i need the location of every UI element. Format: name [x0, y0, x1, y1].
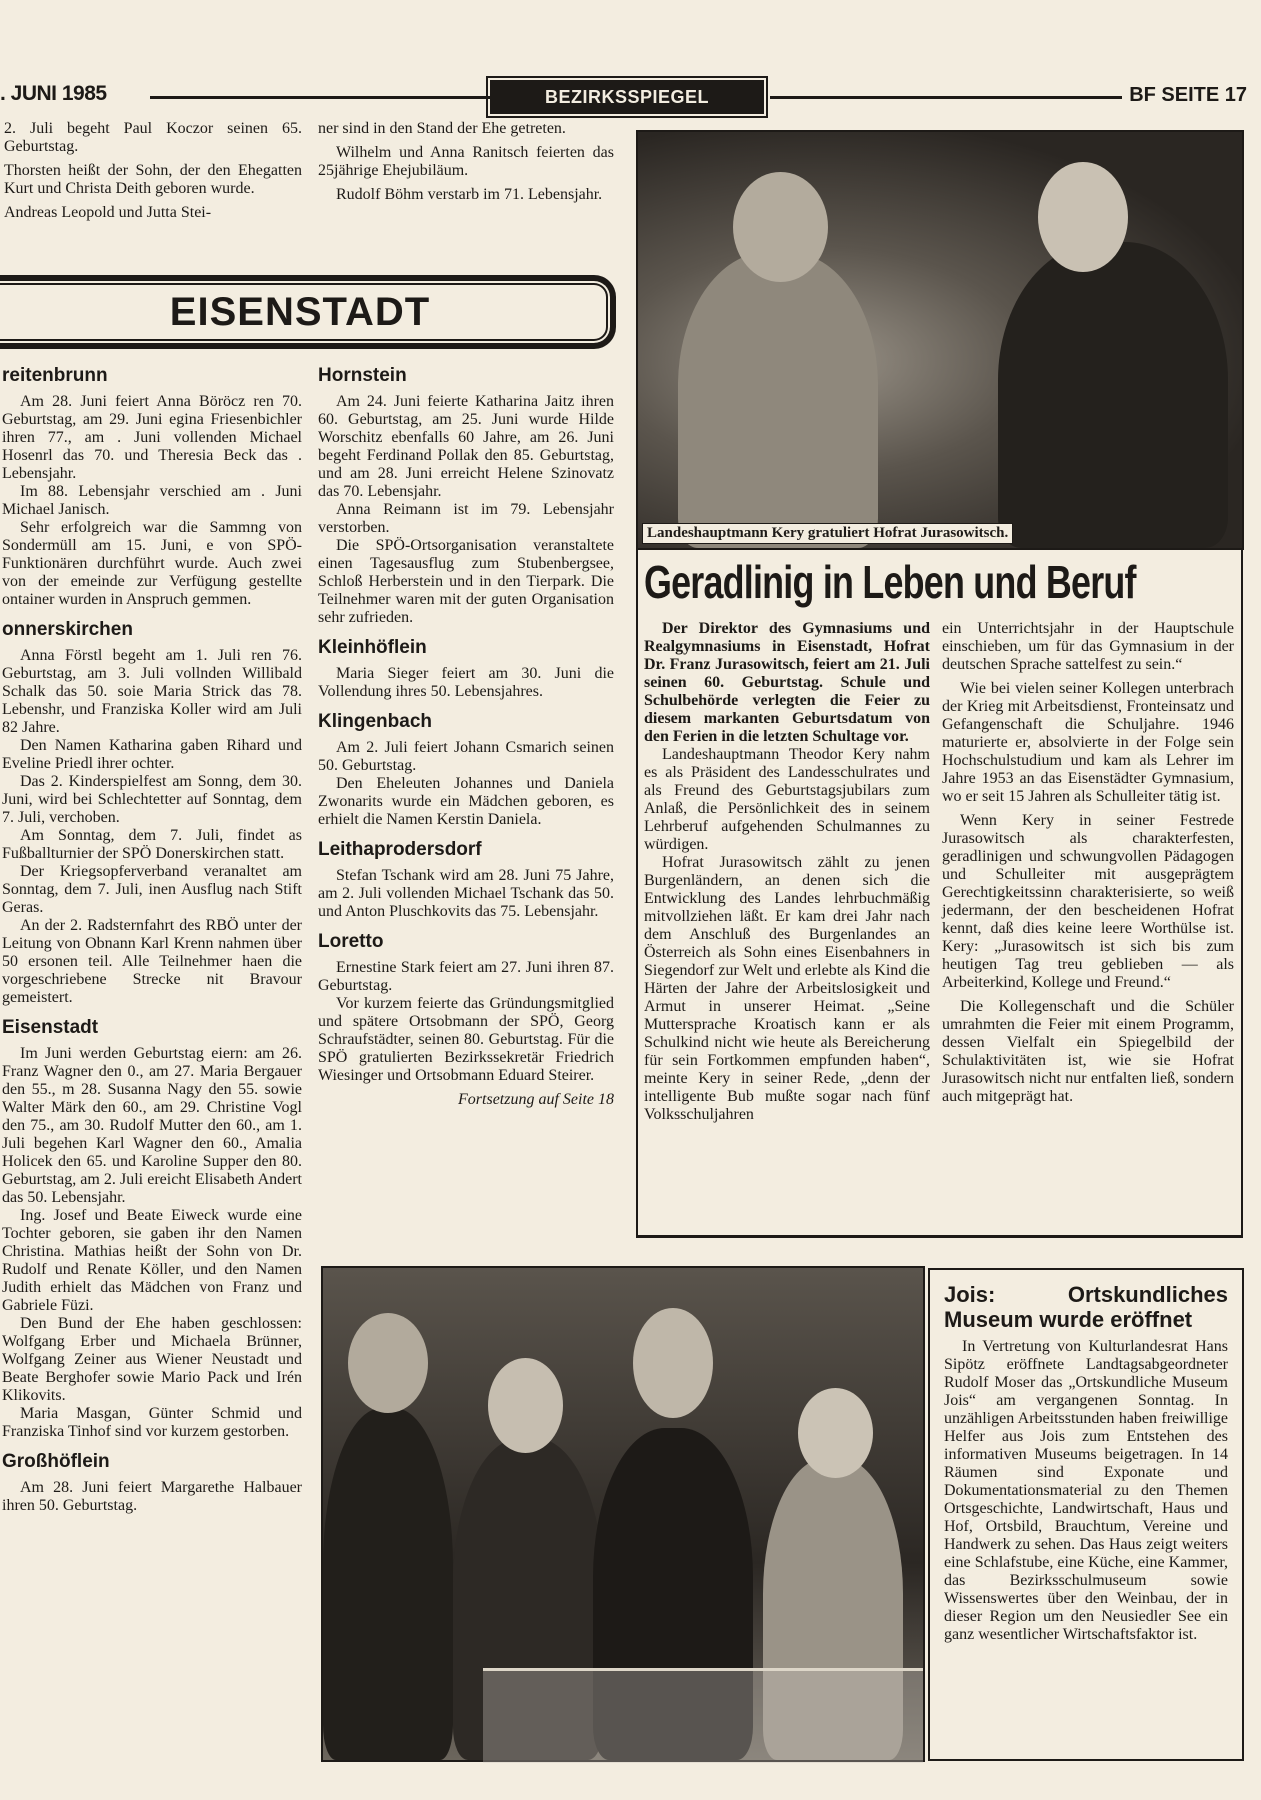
paragraph: Im Juni werden Geburtstag eiern: am 26. Franz Wagner den 0., am 27. Maria Bergauer den 55., m 28. Susanna Nagy den 55. sowie Walter Märk den 60., am 29. Christine Vogl den 75., am 30. Rudolf Mutter den 60., am 1. Juli begehen Karl Wagner den 60., Amalia Holicek den 65. und Karoline Supper den 80. Geburtstag, am 2. Juli ereicht Elisabeth Andert das 50. Lebensjahr.: [2, 1045, 302, 1206]
paragraph: Maria Masgan, Günter Schmid und Franziska Tinhof sind vor kurzem gestorben.: [2, 1405, 302, 1440]
paragraph: ein Unterrichtsjahr in der Hauptschule einschieben, um für das Gymnasium in der deutschen Sprache sattelfest zu sein.“: [942, 620, 1234, 673]
top-column-2: [318, 120, 614, 204]
place-heading: Eisenstadt: [2, 1017, 99, 1038]
photo-museum-visit: [321, 1266, 925, 1762]
place-heading: Hornstein: [318, 365, 407, 386]
article-column-1: [644, 620, 930, 1124]
paragraph: Im 88. Lebensjahr verschied am . Juni Michael Janisch.: [2, 483, 302, 518]
paragraph: Rudolf Böhm verstarb im 71. Lebensjahr.: [336, 186, 603, 203]
paragraph: An der 2. Radsternfahrt des RBÖ unter der Leitung von Obnann Karl Krenn nahmen über 50 ersonen teil. Alle Teilnehmer haen die vorgeschriebene Strecke nit Bravour gemeistert.: [2, 917, 302, 1006]
paragraph: Vor kurzem feierte das Gründungsmitglied und spätere Ortsobmann der SPÖ, Georg Schraufstädter, seinen 80. Geburtstag. Für die SPÖ gratulierten Bezirkssekretär Friedrich Wiesinger und Ortsobmann Eduard Steirer.: [318, 995, 614, 1084]
paragraph: Wenn Kery in seiner Festrede Jurasowitsch als charakterfesten, geradlinigen und schwungvollen Pädagogen und Schulleiter mit ausgeprägtem Gerechtigkeitssinn charakterisierte, so weiß jedermann, der den bescheidenen Hofrat kennt, daß dies keine leere Worthülse ist. Kery: „Jurasowitsch ist sich bis zum heutigen Tag treu geblieben — als Arbeiterkind, Kollege und Freund.“: [942, 812, 1234, 991]
jois-body: In Vertretung von Kulturlandesrat Hans Sipötz eröffnete Landtagsabgeordneter Rudolf Moser das „Ortskundliche Museum Jois“ am vergangenen Sonntag. In unzähligen Arbeitsstunden haben freiwillige Helfer aus Jois zum Entstehen des informativen Museums beigetragen. In 14 Räumen sind Exponate und Dokumentationsmaterial zu den Themen Ortsgeschichte, Landwirtschaft, Haus und Hof, Ortsbild, Brauchtum, Vereine und Handwerk zu sehen. Das Haus zeigt weiters eine Schlafstube, eine Küche, eine Kammer, das Bezirksschulmuseum sowie Wissenswertes über den Weinbau, der in dieser Region um den Neusiedler See ein ganz wesentlicher Wirtschaftsfaktor ist.: [944, 1338, 1228, 1643]
paragraph: Ing. Josef und Beate Eiweck wurde eine Tochter geboren, sie gaben ihr den Namen Christina. Mathias heißt der Sohn von Dr. Rudolf und Renate Köller, und den Namen Judith erhielt das Mädchen von Franz und Gabriele Füzi.: [2, 1207, 302, 1314]
paragraph: Andreas Leopold und Jutta Stei-: [4, 204, 212, 221]
paragraph: Am 24. Juni feierte Katharina Jaitz ihren 60. Geburtstag, am 25. Juni wurde Hilde Worschitz ebenfalls 60 Jahre, am 26. Juni begeht Ferdinand Pollak den 85. Geburtstag, und am 28. Juni erreicht Helene Szinovatz das 70. Lebensjahr.: [318, 393, 614, 500]
column-1: [2, 365, 302, 1515]
banner-title: EISENSTADT: [169, 290, 431, 334]
paragraph: Anna Förstl begeht am 1. Juli ren 76. Geburtstag, am 3. Juli vollnden Willibald Schalk das 50. soie Maria Strick das 78. Lebenshr, und Franziska Koller wird am Juli 82 Jahre.: [2, 647, 302, 736]
place-heading: Großhöflein: [2, 1451, 110, 1472]
place-heading: reitenbrunn: [2, 365, 108, 386]
paragraph: Der Kriegsopferverband veranaltet am Sonntag, dem 7. Juli, inen Ausflug nach Stift Geras.: [2, 863, 302, 916]
page-number: BF SEITE 17: [1129, 84, 1247, 106]
article-headline: Geradlinig in Leben und Beruf: [644, 556, 1136, 608]
place-heading: Kleinhöflein: [318, 637, 427, 658]
paragraph: Den Namen Katharina gaben Rihard und Eveline Priedl ihrer ochter.: [2, 737, 302, 772]
place-heading: onnerskirchen: [2, 619, 133, 640]
continuation-note: Fortsetzung auf Seite 18: [458, 1091, 614, 1108]
paragraph: Stefan Tschank wird am 28. Juni 75 Jahre, am 2. Juli vollenden Michael Tschank das 50. und Anton Pluschkovits das 75. Lebensjahr.: [318, 867, 614, 920]
paragraph: Hofrat Jurasowitsch zählt zu jenen Burgenländern, an denen sich die Entwicklung des Landes lehrbuchmäßig mitvollziehen läßt. Er kam drei Jahr nach dem Anschluß des Burgenlandes an Österreich als Sohn eines Eisenbahners in Siegendorf zur Welt und erlebte als Kind die Härten der Jahre der Arbeitslosigkeit und Armut in unserer Heimat. „Seine Muttersprache Kroatisch kann er als Schulkind nicht wie heute als Bereicherung für sein Fortkommen empfunden haben“, meinte Kery in seiner Rede, „denn der intelligente Bub mußte sogar nach fünf Volksschuljahren: [644, 854, 930, 1123]
paragraph: 2. Juli begeht Paul Koczor seinen 65. Geburtstag.: [4, 120, 302, 155]
paragraph: Wilhelm und Anna Ranitsch feierten das 25jährige Ehejubiläum.: [318, 144, 614, 179]
paragraph: Am Sonntag, dem 7. Juli, findet as Fußballturnier der SPÖ Donerskirchen statt.: [2, 827, 302, 862]
photo-caption: Landeshauptmann Kery gratuliert Hofrat Jurasowitsch.: [642, 523, 1013, 544]
place-heading: Klingenbach: [318, 711, 433, 732]
place-heading: Leithaprodersdorf: [318, 839, 482, 860]
paragraph: Am 28. Juni feiert Margarethe Halbauer ihren 50. Geburtstag.: [2, 1479, 302, 1514]
article-lead: Der Direktor des Gymnasiums und Realgymnasiums in Eisenstadt, Hofrat Dr. Franz Jurasowitsch, feiert am 21. Juli seinen 60. Geburtstag. Schule und Schulbehörde verlegten die Feier zu diesem markanten Geburtsdatum von den Ferien in die letzten Schultage vor.: [644, 620, 930, 745]
paragraph: Am 28. Juni feiert Anna Böröcz ren 70. Geburtstag, am 29. Juni egina Friesenbichler ihren 77., am . Juni vollenden Michael Hosenrl das 70. und Theresia Beck das . Lebensjahr.: [2, 393, 302, 482]
header-rule-right: [770, 96, 1122, 99]
column-2: [318, 365, 614, 1109]
paragraph: Am 2. Juli feiert Johann Csmarich seinen 50. Geburtstag.: [318, 739, 614, 774]
paragraph: Wie bei vielen seiner Kollegen unterbrach der Krieg mit Arbeitsdienst, Fronteinsatz und Gefangenschaft die Schuljahre. 1946 maturierte er, absolvierte in der Folge sein Hochschulstudium und kam als Lehrer im Jahre 1953 an das Eisenstädter Gymnasium, wo er seit 15 Jahren als Schulleiter tätig ist.: [942, 680, 1234, 805]
place-heading: Loretto: [318, 931, 384, 952]
issue-date: . JUNI 1985: [0, 82, 107, 105]
photo-handshake: [636, 130, 1244, 550]
paragraph: Die SPÖ-Ortsorganisation veranstaltete einen Tagesausflug zum Stubenbergsee, Schloß Herberstein und in den Tierpark. Die Teilnehmer waren mit der guten Organisation sehr zufrieden.: [318, 537, 614, 626]
paragraph: Die Kollegenschaft und die Schüler umrahmten die Feier mit einem Programm, dessen Vielfalt ein Spiegelbild der Schulaktivitäten ist, wie sie Hofrat Jurasowitsch nicht nur entfalten ließ, sondern auch mitgeprägt hat.: [942, 998, 1234, 1105]
paragraph: ner sind in den Stand der Ehe getreten.: [318, 120, 566, 137]
article-column-2: [942, 620, 1234, 1106]
paragraph: Thorsten heißt der Sohn, der den Ehegatten Kurt und Christa Deith geboren wurde.: [4, 162, 302, 197]
paragraph: Ernestine Stark feiert am 27. Juni ihren 87. Geburtstag.: [318, 959, 614, 994]
section-banner: [0, 275, 616, 349]
header-rule-left: [150, 96, 490, 99]
jois-headline: Jois: Ortskundliches Museum wurde eröffnet: [944, 1282, 1228, 1332]
paragraph: Landeshauptmann Theodor Kery nahm es als Präsident des Landesschulrates und als Freund des Geburtstagsjubilars zum Anlaß, die Persönlichkeit des in seinem Lehrberuf aufgehenden Schulmannes zu würdigen.: [644, 746, 930, 853]
paragraph: Den Eheleuten Johannes und Daniela Zwonarits wurde ein Mädchen geboren, es erhielt die Namen Kerstin Daniela.: [318, 775, 614, 828]
paragraph: Das 2. Kinderspielfest am Sonng, dem 30. Juni, wird bei Schlechtetter auf Sonntag, dem 7. Juli, verchoben.: [2, 773, 302, 826]
jois-article: [928, 1268, 1244, 1761]
paragraph: Anna Reimann ist im 79. Lebensjahr verstorben.: [318, 501, 614, 536]
paragraph: Den Bund der Ehe haben geschlossen: Wolfgang Erber und Michaela Brünner, Wolfgang Zeiner aus Wiener Neustadt und Beate Berghofer sowie Mario Pack und Irén Klikovits.: [2, 1315, 302, 1404]
section-title: BEZIRKSSPIEGEL: [490, 80, 764, 114]
top-column-1: [4, 120, 302, 222]
paragraph: Maria Sieger feiert am 30. Juni die Vollendung ihres 50. Lebensjahres.: [318, 665, 614, 700]
paragraph: Sehr erfolgreich war die Sammng von Sondermüll am 15. Juni, e von SPÖ-Funktionären durchführt wurde. Auch zwei von der emeinde zur Verfügung gestellte ontainer wurden in Anspruch gemmen.: [2, 519, 302, 608]
